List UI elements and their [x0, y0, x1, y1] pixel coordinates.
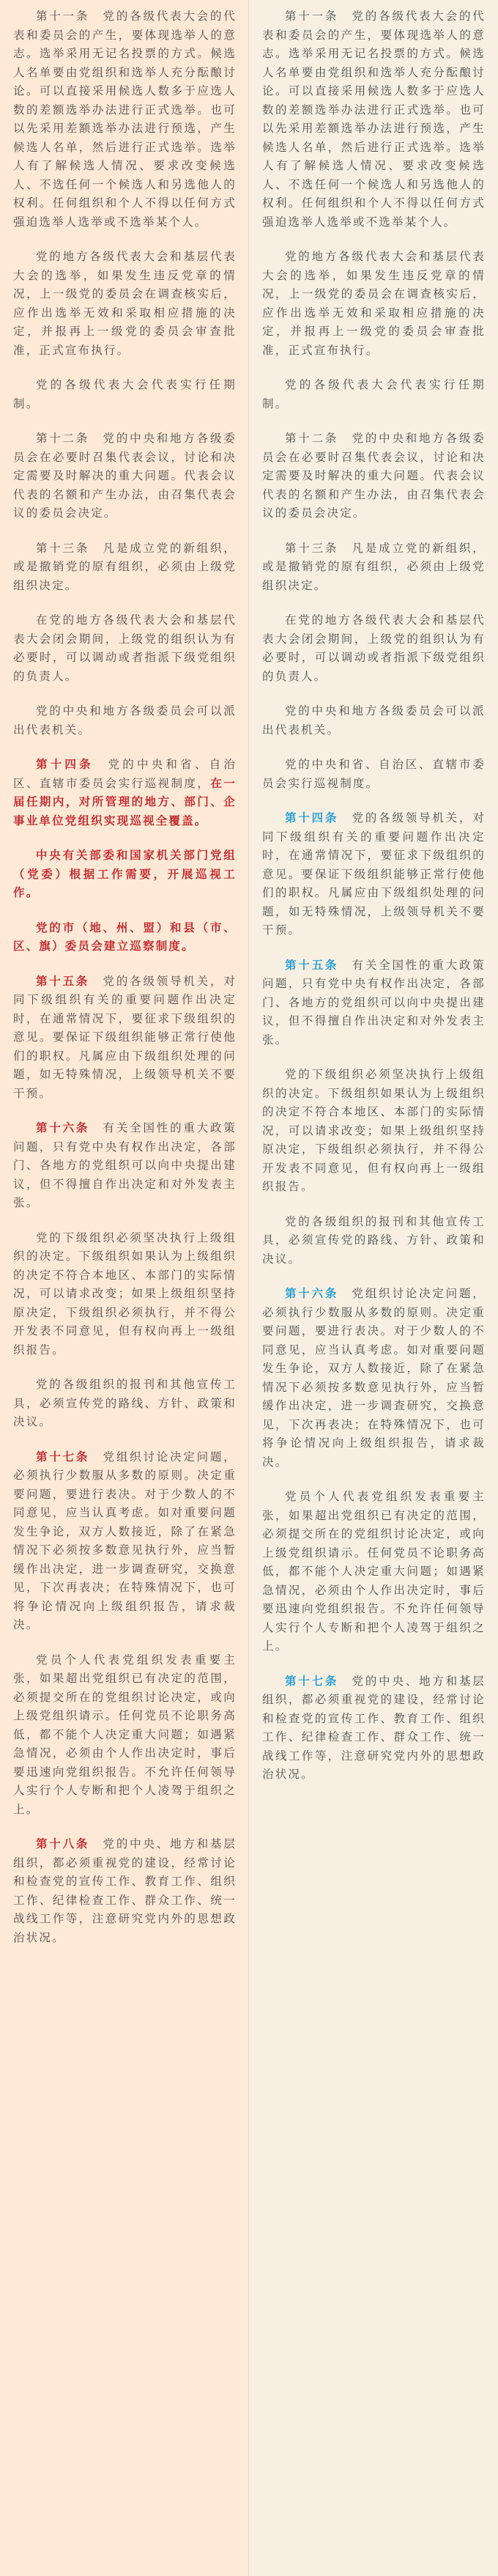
article-number: 第十四条	[285, 811, 339, 824]
paragraph-text: 党组织讨论决定问题，必须执行少数服从多数的原则。决定重要问题，要进行表决。对于少数人的不同意见，应当认真考虑。如对重要问题发生争论，双方人数接近，除了在紧急情况下必须按多数意见执行外，应当暂缓作出决定，进一步调查研究，交换意见，下次再表决；在特殊情况下，也可将争论情况向上级组织报告，请求裁决。	[13, 1450, 237, 1631]
paragraph-text: 党的地方各级代表大会和基层代表大会的选举，如果发生违反党章的情况，上一级党的委员会在调查核实后，应作出选举无效和采取相应措施的决定，并报再上一级党的委员会审查批准，正式宣布执行。	[262, 250, 486, 357]
paragraph-text: 党的中央和省、自治区、直辖市委员会实行巡视制度。	[262, 758, 486, 790]
paragraph-text: 党组织讨论决定问题，必须执行少数服从多数的原则。决定重要问题，要进行表决。对于少数人的不同意见，应当认真考虑。如对重要问题发生争论，双方人数接近，除了在紧急情况下必须按多数意见执行外，应当暂缓作出决定，进一步调查研究，交换意见，下次再表决；在特殊情况下，也可将争论情况向上级组织报告，请求裁决。	[262, 1287, 486, 1469]
paragraph-text: 在党的地方各级代表大会和基层代表大会闭会期间，上级党的组织认为有必要时，可以调动或者指派下级党组织的负责人。	[13, 613, 237, 683]
paragraph-text: 第十一条 党的各级代表大会的代表和委员会的产生，要体现选举人的意志。选举采用无记名投票的方式。候选人名单要由党组织和选举人充分酝酿讨论。可以直接采用候选人数多于应选人数的差额选举办法进行正式选举。也可以先采用差额选举办法进行预选，产生候选人名单，然后进行正式选举。选举人有了解候选人情况、要求改变候选人、不选任何一个候选人和另选他人的权利。任何组织和个人不得以任何方式强迫选举人选举或不选举某个人。	[262, 10, 486, 229]
paragraph-text: 党的各级代表大会代表实行任期制。	[262, 378, 486, 410]
paragraph	[13, 846, 237, 903]
article-number: 第十七条	[36, 1450, 90, 1464]
paragraph	[13, 919, 237, 956]
paragraph-text: 在党的地方各级代表大会和基层代表大会闭会期间，上级党的组织认为有必要时，可以调动或者指派下级党组织的负责人。	[262, 613, 486, 683]
article-number: 第十五条	[36, 974, 90, 988]
paragraph-text: 第十二条 党的中央和地方各级委员会在必要时召集代表会议，讨论和决定需要及时解决的重大问题。代表会议代表的名额和产生办法，由召集代表会议的委员会决定。	[262, 432, 486, 520]
paragraph	[13, 429, 237, 523]
paragraph	[13, 539, 237, 596]
paragraph	[262, 1488, 486, 1656]
paragraph	[262, 702, 486, 739]
paragraph	[13, 1376, 237, 1432]
article-number: 第十五条	[285, 958, 339, 972]
paragraph	[262, 539, 486, 596]
paragraph	[262, 611, 486, 686]
paragraph-text: 第十三条 凡是成立党的新组织，或是撤销党的原有组织，必须由上级党组织决定。	[13, 541, 237, 592]
paragraph	[262, 756, 486, 793]
paragraph	[13, 1119, 237, 1213]
paragraph	[13, 376, 237, 413]
revised-highlight-text: 在一届任期内，对所管理的地方、部门、企事业单位党组织实现巡视全覆盖。	[13, 776, 237, 827]
paragraph	[13, 1229, 237, 1360]
paragraph	[13, 1448, 237, 1635]
paragraph	[13, 1835, 237, 1947]
paragraph	[262, 1213, 486, 1269]
paragraph	[262, 1285, 486, 1472]
paragraph	[262, 429, 486, 523]
right-column-original-text	[249, 0, 498, 2576]
paragraph-text: 有关全国性的重大政策问题，只有党中央有权作出决定，各部门、各地方的党组织可以向中央提出建议，但不得擅自作出决定和对外发表主张。	[13, 1121, 237, 1209]
paragraph-text: 党的各级组织的报刊和其他宣传工具，必须宣传党的路线、方针、政策和决议。	[262, 1214, 486, 1266]
paragraph-text: 第十三条 凡是成立党的新组织，或是撤销党的原有组织，必须由上级党组织决定。	[262, 541, 486, 592]
paragraph-text: 党的下级组织必须坚决执行上级组织的决定。下级组织如果认为上级组织的决定不符合本地区、本部门的实际情况，可以请求改变；如果上级组织坚持原决定，下级组织必须执行，并不得公开发表不同意见，但有权向再上一级组织报告。	[262, 1068, 486, 1193]
paragraph-text: 党的下级组织必须坚决执行上级组织的决定。下级组织如果认为上级组织的决定不符合本地区、本部门的实际情况，可以请求改变；如果上级组织坚持原决定，下级组织必须执行，并不得公开发表不同意见，但有权向再上一级组织报告。	[13, 1230, 237, 1357]
paragraph	[13, 973, 237, 1104]
paragraph-text: 党的中央和地方各级委员会可以派出代表机关。	[13, 704, 237, 737]
paragraph-text: 党的各级领导机关，对同下级组织有关的重要问题作出决定时，在通常情况下，要征求下级组织的意见。要保证下级组织能够正常行使他们的职权。凡属应由下级组织处理的问题，如无特殊情况，上级领导机关不要干预。	[13, 974, 237, 1100]
article-number: 第十七条	[285, 1674, 339, 1688]
paragraph	[13, 7, 237, 232]
paragraph-text: 有关全国性的重大政策问题，只有党中央有权作出决定，各部门、各地方的党组织可以向中央提出建议，但不得擅自作出决定和对外发表主张。	[262, 958, 486, 1047]
article-number: 第十六条	[285, 1287, 339, 1300]
paragraph	[262, 248, 486, 360]
paragraph	[13, 611, 237, 686]
revised-highlight-text: 党的市（地、州、盟）和县（市、区、旗）委员会建立巡察制度。	[13, 920, 237, 953]
paragraph	[262, 809, 486, 940]
paragraph	[262, 1672, 486, 1785]
paragraph-text: 党的中央和地方各级委员会可以派出代表机关。	[262, 704, 486, 737]
paragraph	[262, 1066, 486, 1197]
paragraph	[13, 1651, 237, 1820]
paragraph-text: 党的中央、地方和基层组织，都必须重视党的建设，经常讨论和检查党的宣传工作、教育工作、组织工作、纪律检查工作、群众工作、统一战线工作等，注意研究党内外的思想政治状况。	[262, 1674, 486, 1781]
paragraph-text: 党的地方各级代表大会和基层代表大会的选举，如果发生违反党章的情况，上一级党的委员会在调查核实后，应作出选举无效和采取相应措施的决定，并报再上一级党的委员会审查批准，正式宣布执行。	[13, 250, 237, 357]
paragraph-text: 党的各级组织的报刊和其他宣传工具，必须宣传党的路线、方针、政策和决议。	[13, 1378, 237, 1428]
paragraph	[13, 756, 237, 830]
paragraph	[262, 956, 486, 1050]
paragraph	[262, 7, 486, 232]
article-number: 第十四条	[36, 758, 94, 771]
paragraph-text: 党的中央和省、自治区、直辖市委员会实行巡视制度，	[13, 758, 237, 790]
paragraph	[13, 702, 237, 739]
paragraph-text: 党员个人代表党组织发表重要主张，如果超出党组织已有决定的范围，必须提交所在的党组织讨论决定，或向上级党组织请示。任何党员不论职务高低，都不能个人决定重大问题；如遇紧急情况，必须由个人作出决定时，事后要迅速向党组织报告。不允许任何领导人实行个人专断和把个人凌驾于组织之上。	[262, 1490, 486, 1653]
paragraph	[13, 248, 237, 360]
article-number: 第十八条	[36, 1837, 90, 1850]
article-number: 第十六条	[36, 1121, 90, 1134]
paragraph-text: 党员个人代表党组织发表重要主张，如果超出党组织已有决定的范围，必须提交所在的党组织讨论决定，或向上级党组织请示。任何党员不论职务高低，都不能个人决定重大问题；如遇紧急情况，必须由个人作出决定时，事后要迅速向党组织报告。不允许任何领导人实行个人专断和把个人凌驾于组织之上。	[13, 1653, 237, 1816]
paragraph	[262, 376, 486, 413]
paragraph-text: 第十一条 党的各级代表大会的代表和委员会的产生，要体现选举人的意志。选举采用无记名投票的方式。候选人名单要由党组织和选举人充分酝酿讨论。可以直接采用候选人数多于应选人数的差额选举办法进行正式选举。也可以先采用差额选举办法进行预选，产生候选人名单，然后进行正式选举。选举人有了解候选人情况、要求改变候选人、不选任何一个候选人和另选他人的权利。任何组织和个人不得以任何方式强迫选举人选举或不选举某个人。	[13, 10, 237, 229]
paragraph-text: 党的各级领导机关，对同下级组织有关的重要问题作出决定时，在通常情况下，要征求下级组织的意见。要保证下级组织能够正常行使他们的职权。凡属应由下级组织处理的问题，如无特殊情况，上级领导机关不要干预。	[262, 811, 486, 937]
paragraph-text: 党的中央、地方和基层组织，都必须重视党的建设，经常讨论和检查党的宣传工作、教育工作、组织工作、纪律检查工作、群众工作、统一战线工作等，注意研究党内外的思想政治状况。	[13, 1837, 237, 1944]
paragraph-text: 第十二条 党的中央和地方各级委员会在必要时召集代表会议，讨论和决定需要及时解决的重大问题。代表会议代表的名额和产生办法，由召集代表会议的委员会决定。	[13, 432, 237, 520]
paragraph-text: 党的各级代表大会代表实行任期制。	[13, 378, 237, 410]
revised-highlight-text: 中央有关部委和国家机关部门党组（党委）根据工作需要，开展巡视工作。	[13, 849, 237, 899]
